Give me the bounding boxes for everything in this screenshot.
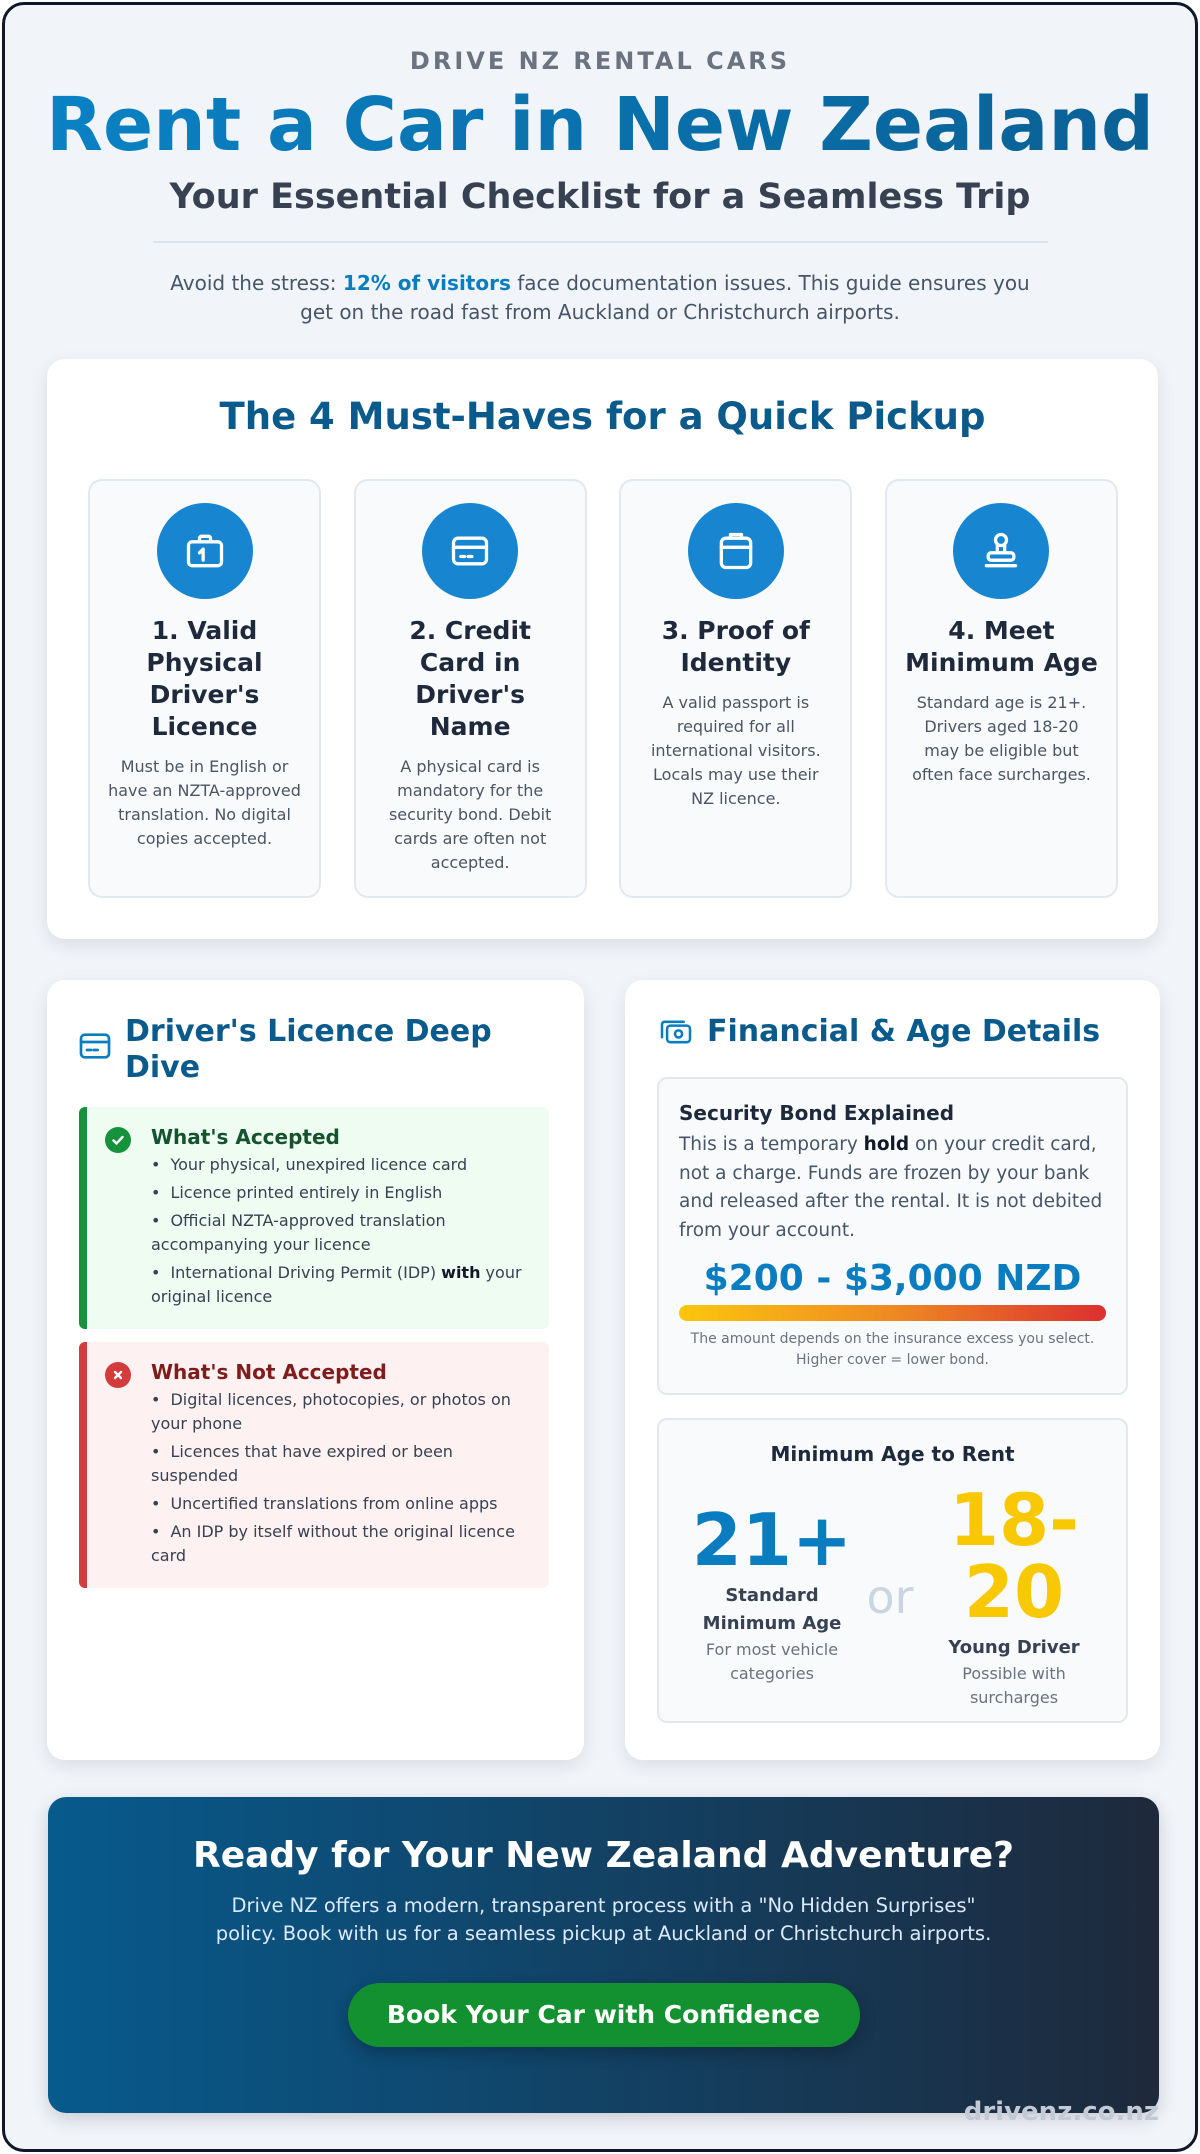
standard-age-value: 21+ — [691, 1498, 853, 1582]
list-item: • Official NZTA-approved translation accompanying your licence — [151, 1211, 446, 1254]
financial-card-header — [659, 1014, 1129, 1050]
must-have-title: 2. Credit Card in Driver's Name — [409, 616, 531, 741]
cta-banner — [48, 1797, 1159, 2113]
list-item: • Digital licences, photocopies, or photos on your phone — [151, 1390, 511, 1433]
not-accepted-heading: What's Not Accepted — [151, 1360, 387, 1384]
intro-text-end: face documentation issues. This guide ensures you get on the road fast from Auckland or Christchurch airports. — [300, 270, 1030, 324]
accepted-heading: What's Accepted — [151, 1125, 340, 1149]
bond-heading: Security Bond Explained — [679, 1101, 955, 1125]
must-haves-title: The 4 Must-Haves for a Quick Pickup — [219, 395, 986, 438]
bond-text-start: This is a temporary — [679, 1134, 864, 1155]
young-age-value-line1: 18- — [948, 1478, 1080, 1562]
list-item-text: Official NZTA-approved translation accompanying your licence — [151, 1211, 446, 1254]
bond-amount: $200 - $3,000 NZD — [703, 1257, 1082, 1299]
or-separator: or — [866, 1570, 914, 1624]
young-driver-sub: Possible with surcharges — [962, 1663, 1066, 1707]
licence-card-header — [79, 1014, 559, 1086]
must-have-credit-card — [354, 479, 587, 898]
id-card-icon — [79, 1032, 111, 1064]
must-haves-card — [47, 359, 1158, 939]
minimum-age-box — [657, 1418, 1128, 1723]
must-have-title: 1. Valid Physical Driver's Licence — [146, 616, 263, 741]
young-driver-label: Young Driver — [948, 1637, 1080, 1658]
intro-text-start: Avoid the stress: — [170, 270, 343, 295]
infographic-frame — [2, 2, 1198, 2152]
age-heading: Minimum Age to Rent — [770, 1442, 1015, 1466]
brand-eyebrow: DRIVE NZ RENTAL CARS — [409, 47, 791, 75]
licence-card-title: Driver's Licence Deep Dive — [125, 1014, 492, 1085]
site-watermark: drivenz.co.nz — [963, 2097, 1159, 2127]
bond-range-bar — [679, 1305, 1106, 1321]
cta-body: Drive NZ offers a modern, transparent process with a "No Hidden Surprises" policy. Book with us for a seamless pickup at Auckland or Christchurch airports. — [215, 1894, 992, 1946]
must-haves-tiles — [88, 479, 1118, 898]
licence-card — [47, 980, 584, 1760]
list-item-text: Licences that have expired or been suspended — [151, 1442, 453, 1485]
briefcase-icon — [157, 503, 253, 599]
credit-card-icon — [422, 503, 518, 599]
bond-text-end: on your credit card, not a charge. Funds are frozen by your bank and released after the rental. It is not debited from your account. — [679, 1134, 1103, 1242]
bond-text-emphasis: hold — [863, 1134, 910, 1155]
financial-card — [625, 980, 1160, 1760]
bond-explanation — [679, 1131, 1106, 1246]
list-item: • International Driving Permit (IDP) with your original licence — [151, 1263, 522, 1306]
young-driver-column — [914, 1478, 1114, 1710]
page-subtitle: Your Essential Checklist for a Seamless Trip — [169, 176, 1031, 217]
must-have-body: Standard age is 21+. Drivers aged 18-20 may be eligible but often face surcharges. — [912, 693, 1091, 784]
intro-text — [160, 269, 1040, 327]
list-item: • Your physical, unexpired licence card — [151, 1155, 468, 1174]
page-title: Rent a Car in New Zealand — [5, 87, 1195, 165]
accepted-list-box — [79, 1107, 549, 1329]
list-item-text: International Driving Permit (IDP) — [170, 1263, 442, 1282]
page-header — [5, 5, 1195, 327]
list-item-text: Uncertified translations from online apps — [170, 1494, 498, 1513]
list-item: • Licences that have expired or been suspended — [151, 1442, 453, 1485]
passport-icon — [688, 503, 784, 599]
list-item-text-end: your original licence — [151, 1263, 522, 1306]
financial-card-title: Financial & Age Details — [707, 1014, 1101, 1049]
security-bond-box — [657, 1077, 1128, 1395]
check-circle-icon — [105, 1127, 131, 1153]
not-accepted-list — [151, 1388, 533, 1568]
person-stamp-icon — [953, 503, 1049, 599]
intro-highlight: 12% of visitors — [342, 270, 511, 295]
must-have-licence — [88, 479, 321, 898]
money-icon — [659, 1018, 693, 1050]
must-have-age — [885, 479, 1118, 898]
accepted-list — [151, 1153, 533, 1309]
must-have-body: A valid passport is required for all international visitors. Locals may use their NZ licence. — [650, 693, 821, 808]
list-item-emphasis: with — [441, 1263, 481, 1282]
young-age-value-line2: 20 — [963, 1550, 1065, 1634]
list-item: • Licence printed entirely in English — [151, 1183, 443, 1202]
header-divider — [153, 241, 1048, 243]
cta-heading: Ready for Your New Zealand Adventure? — [192, 1835, 1015, 1876]
standard-age-label: Standard Minimum Age — [702, 1585, 842, 1634]
list-item-text: An IDP by itself without the original licence card — [151, 1522, 515, 1565]
list-item-text: Licence printed entirely in English — [170, 1183, 443, 1202]
must-have-body: Must be in English or have an NZTA-approved translation. No digital copies accepted. — [108, 757, 301, 848]
list-item-text: Your physical, unexpired licence card — [170, 1155, 468, 1174]
list-item: • An IDP by itself without the original licence card — [151, 1522, 515, 1565]
list-item-text: Digital licences, photocopies, or photos on your phone — [151, 1390, 511, 1433]
must-have-identity — [619, 479, 852, 898]
not-accepted-list-box — [79, 1342, 549, 1588]
list-item: • Uncertified translations from online apps — [151, 1494, 498, 1513]
bond-note: The amount depends on the insurance excess you select. Higher cover = lower bond. — [690, 1330, 1095, 1368]
standard-age-sub: For most vehicle categories — [705, 1639, 839, 1683]
standard-age-column — [677, 1498, 867, 1686]
must-have-title: 3. Proof of Identity — [661, 616, 810, 677]
must-have-title: 4. Meet Minimum Age — [905, 616, 1098, 677]
x-circle-icon — [105, 1362, 131, 1388]
must-have-body: A physical card is mandatory for the security bond. Debit cards are often not accepted. — [388, 757, 552, 872]
book-car-button[interactable]: Book Your Car with Confidence — [348, 1983, 860, 2047]
